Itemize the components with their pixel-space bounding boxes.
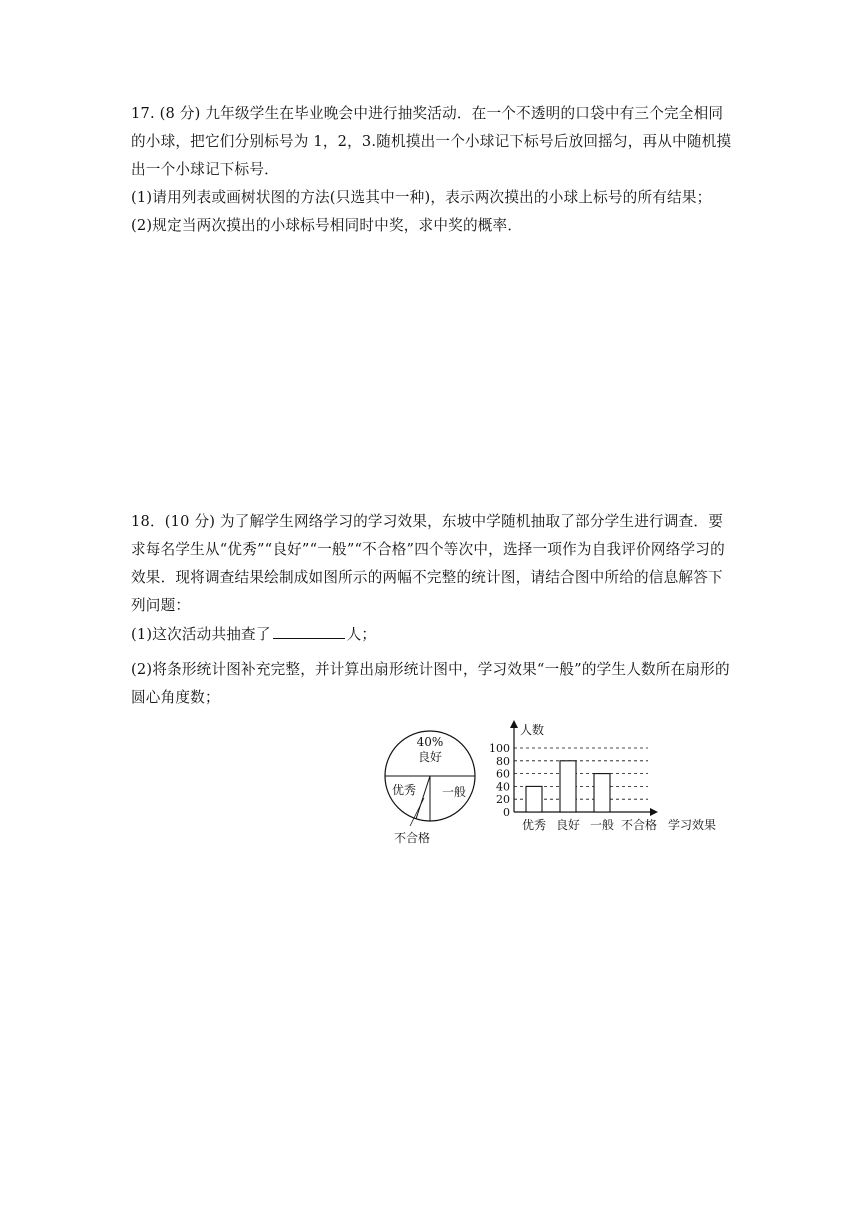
q18-line3: 效果．现将调查结果绘制成如图所示的两幅不完整的统计图，请结合图中所给的信息解答下 (131, 569, 723, 586)
y-axis-label: 人数 (520, 723, 545, 737)
x-axis-label: 学习效果 (667, 818, 717, 832)
x-tick-fail: 不合格 (620, 818, 658, 832)
bar-chart (489, 720, 716, 832)
y-tick-label: 100 (489, 742, 510, 755)
bar-marks (526, 761, 610, 812)
y-tick-label: 40 (496, 780, 510, 794)
q18-part2-line2: 圆心角度数； (131, 689, 220, 706)
pie-label-good: 良好 (417, 750, 443, 764)
pie-percent-label: 40% (416, 735, 444, 749)
x-axis-arrow (650, 808, 658, 816)
y-tick-label: 80 (496, 754, 510, 768)
y-tick-label: 0 (503, 806, 510, 819)
y-tick-labels (489, 742, 510, 819)
q17-line1: 17. (8 分) 九年级学生在毕业晚会中进行抽奖活动．在一个不透明的口袋中有三个完全相同 (131, 105, 724, 122)
q18-line1: 18．(10 分) 为了解学生网络学习的学习效果，东坡中学随机抽取了部分学生进行调查．要 (131, 513, 723, 530)
q17-line2: 的小球，把它们分别标号为 1，2，3.随机摸出一个小球记下标号后放回摇匀，再从中随机摸 (131, 133, 732, 150)
q17-part2: (2)规定当两次摸出的小球标号相同时中奖，求中奖的概率． (131, 217, 523, 234)
pie-chart (385, 731, 475, 845)
y-tick-label: 20 (496, 793, 510, 807)
q17-line3: 出一个小球记下标号． (131, 161, 279, 178)
q18-line2: 求每名学生从“优秀”“良好”“一般”“不合格”四个等次中，选择一项作为自我评价网络学习的 (131, 541, 725, 558)
x-tick-average: 一般 (589, 818, 615, 832)
pie-label-excellent: 优秀 (391, 783, 417, 797)
figure-svg (380, 716, 730, 848)
q18-part1 (131, 624, 376, 645)
pie-label-fail: 不合格 (393, 831, 431, 845)
q18-line4: 列问题： (131, 597, 191, 614)
x-tick-excellent: 优秀 (521, 818, 547, 832)
q18-part2-line1: (2)将条形统计图补充完整，并计算出扇形统计图中，学习效果“一般”的学生人数所在扇形的 (131, 661, 730, 678)
pie-label-pointer (410, 798, 424, 826)
q17-part1: (1)请用列表或画树状图的方法(只选其中一种)，表示两次摸出的小球上标号的所有结果； (131, 189, 712, 206)
x-tick-good: 良好 (555, 818, 581, 832)
pie-slice-boundary (416, 776, 430, 819)
answer-blank[interactable] (273, 624, 345, 639)
bar-一般 (594, 774, 610, 812)
q18-part1-text: (1)这次活动共抽查了 (131, 626, 271, 643)
bar-优秀 (526, 786, 542, 812)
y-tick-label: 60 (496, 767, 510, 781)
pie-label-average: 一般 (441, 785, 467, 799)
statistics-figure (380, 716, 730, 848)
y-axis-arrow (510, 720, 518, 728)
bar-良好 (560, 761, 576, 812)
q18-part1-unit: 人； (346, 626, 377, 643)
